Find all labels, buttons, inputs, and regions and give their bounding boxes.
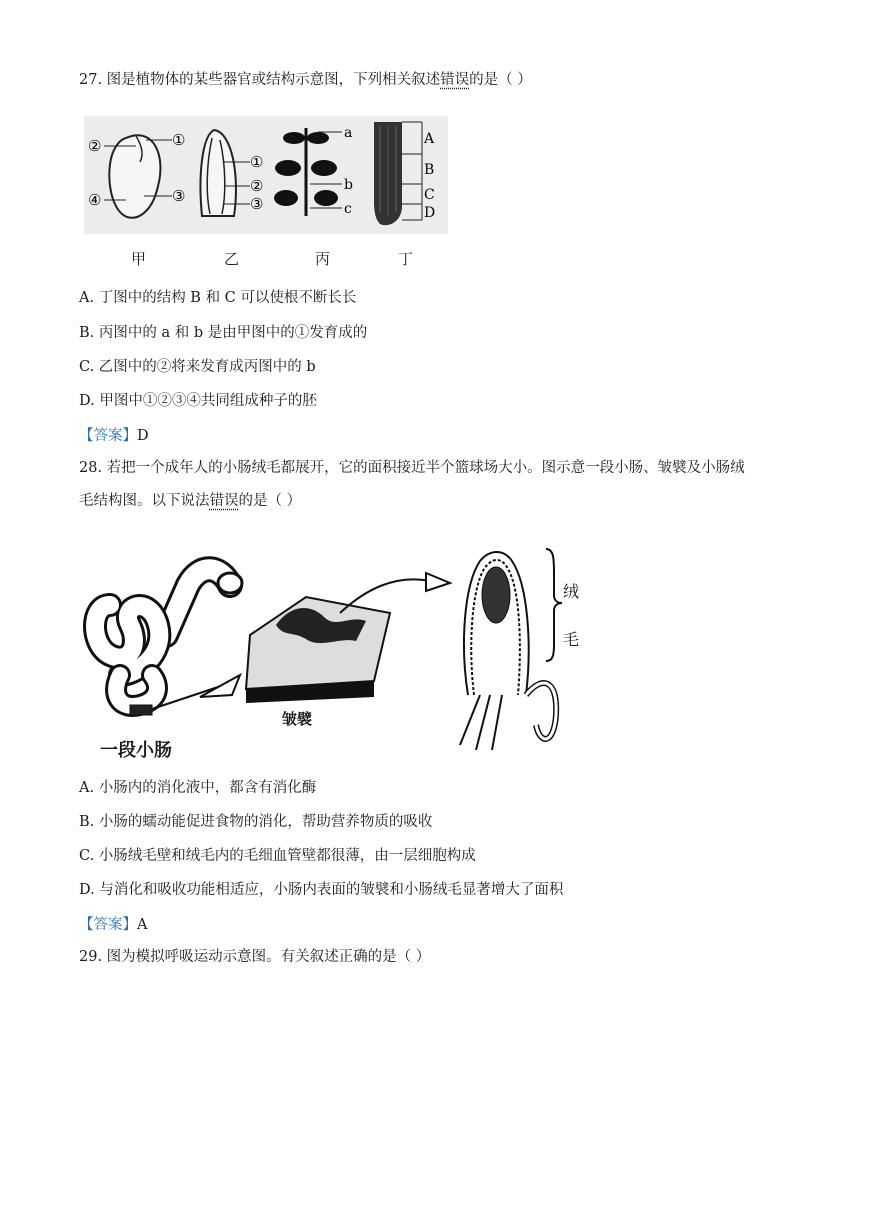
q27-answer-tag: 【答案】 xyxy=(79,428,137,444)
fold-block-drawing xyxy=(246,573,450,703)
panel-label-yi: 乙 xyxy=(224,250,240,268)
q27-option-c: C. 乙图中的②将来发育成丙图中的 b xyxy=(79,359,316,375)
q28-figure xyxy=(80,545,600,760)
q28-stem-tail: 的是（ ） xyxy=(238,493,302,509)
q28-option-b: B. 小肠的蠕动能促进食物的消化，帮助营养物质的吸收 xyxy=(79,814,433,830)
jia-marker-3: ③ xyxy=(172,187,186,205)
q27-stem-text: 27. 图是植物体的某些器官或结构示意图，下列相关叙述 xyxy=(79,72,441,88)
q29-stem: 29. 图为模拟呼吸运动示意图。有关叙述正确的是（ ） xyxy=(79,949,431,965)
q28-stem-emphasis: 错误 xyxy=(209,493,239,509)
bing-marker-a: a xyxy=(344,125,353,141)
ding-marker-A: A xyxy=(424,131,435,147)
label-villus: 绒 毛 xyxy=(562,582,579,649)
q27-option-b: B. 丙图中的 a 和 b 是由甲图中的①发育成的 xyxy=(79,325,368,341)
q28-figure-drawing xyxy=(80,545,600,760)
q27-answer-value: D xyxy=(137,428,149,444)
q27-option-d: D. 甲图中①②③④共同组成种子的胚 xyxy=(79,393,317,409)
yi-marker-2: ② xyxy=(250,177,264,195)
ding-marker-B: B xyxy=(424,162,435,178)
intestine-segment-drawing xyxy=(95,569,242,715)
q28-stem-text: 毛结构图。以下说法 xyxy=(79,493,210,509)
villus-drawing xyxy=(460,549,562,750)
bing-marker-b: b xyxy=(344,177,353,193)
jia-marker-4: ④ xyxy=(88,191,102,209)
panel-label-ding: 丁 xyxy=(398,250,414,268)
q27-figure xyxy=(84,116,448,234)
q27-stem-tail: 的是（ ） xyxy=(469,72,532,88)
yi-marker-3: ③ xyxy=(250,195,264,213)
ding-marker-D: D xyxy=(424,205,436,221)
q27-stem xyxy=(79,70,532,90)
q28-stem-line2 xyxy=(79,491,301,511)
q27-stem-emphasis: 错误 xyxy=(440,72,470,88)
q28-answer-value: A xyxy=(137,917,148,933)
q28-answer xyxy=(79,915,147,935)
q27-option-a: A. 丁图中的结构 B 和 C 可以使根不断长长 xyxy=(79,290,357,306)
jia-marker-2: ② xyxy=(88,137,102,155)
yi-marker-1: ① xyxy=(250,153,264,171)
q28-option-a: A. 小肠内的消化液中，都含有消化酶 xyxy=(79,780,317,796)
panel-label-bing: 丙 xyxy=(315,250,331,268)
q27-answer xyxy=(79,426,149,446)
jia-marker-1: ① xyxy=(172,131,186,149)
q27-figure-drawing xyxy=(84,116,448,234)
q28-option-d: D. 与消化和吸收功能相适应，小肠内表面的皱襞和小肠绒毛显著增大了面积 xyxy=(79,882,564,898)
label-intestine: 一段小肠 xyxy=(100,740,172,761)
ding-marker-C: C xyxy=(424,187,435,203)
q28-option-c: C. 小肠绒毛壁和绒毛内的毛细血管壁都很薄，由一层细胞构成 xyxy=(79,848,476,864)
q28-answer-tag: 【答案】 xyxy=(79,917,137,933)
label-fold: 皱襞 xyxy=(282,710,313,728)
q28-stem-line1: 28. 若把一个成年人的小肠绒毛都展开，它的面积接近半个篮球场大小。图示意一段小肠、皱襞及小肠绒 xyxy=(79,460,745,476)
bing-marker-c: c xyxy=(344,201,352,217)
panel-label-jia: 甲 xyxy=(131,250,147,268)
